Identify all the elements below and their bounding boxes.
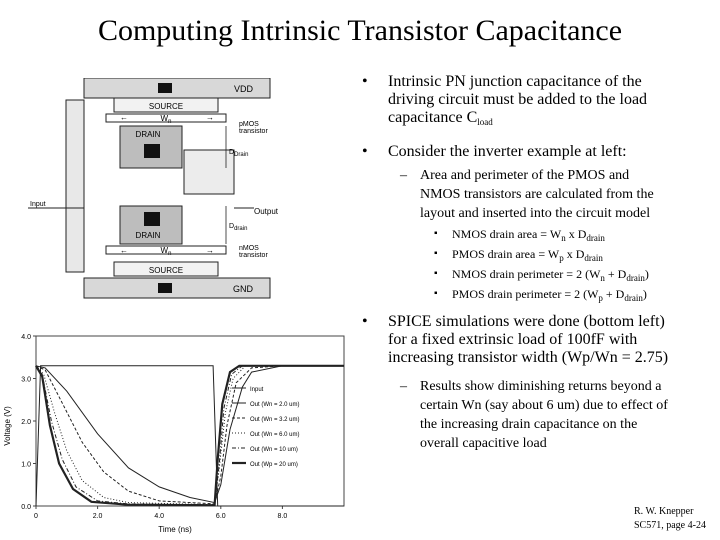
y-tick-label: 3.0 xyxy=(21,376,31,384)
chart-x-axis-label: Time (ns) xyxy=(158,525,192,534)
source-bot-label: SOURCE xyxy=(148,266,184,275)
legend-entry: Input xyxy=(250,387,264,393)
legend-entry: Out (Wn = 10 um) xyxy=(250,447,298,453)
spice-simulation-chart xyxy=(0,326,350,536)
x-tick-label: 2.0 xyxy=(92,513,103,520)
x-tick-label: 6.0 xyxy=(215,513,226,520)
x-tick-label: 0 xyxy=(34,513,38,520)
ddrain-bot-label: Ddrain xyxy=(229,223,248,232)
sub-bullet-1: ▪ NMOS drain area = $W_n$ x $D_{drain}$ xyxy=(434,227,605,243)
layout-left-rail xyxy=(66,100,84,272)
wn-top-label: $W_n$ xyxy=(160,114,172,125)
nmos-label: nMOS xyxy=(239,245,259,252)
dash-1: – Area and perimeter of the PMOS and NMOS transistors are calculated from the layout and inserted into the circuit model xyxy=(400,168,654,221)
vdd-label: VDD xyxy=(233,84,253,94)
sub-bullet-4: ▪ PMOS drain perimeter = 2 $(W_p + D_{drain})$ xyxy=(434,287,647,303)
footer-page: SC571, page 4-24 xyxy=(634,520,706,531)
bullet-3: • SPICE simulations were done (bottom left) for a fixed extrinsic load of 100fF with increasing transistor width (Wp/Wn = 2.75) xyxy=(362,313,669,366)
gnd-contact xyxy=(158,283,172,293)
bullet-1: • Intrinsic PN junction capacitance of the driving circuit must be added to the load capacitance $C_{load}$ xyxy=(362,73,648,127)
pmos-drain-contact xyxy=(144,144,160,158)
svg-text:→: → xyxy=(206,113,214,122)
legend-entry: Out (Wp = 20 um) xyxy=(250,462,298,468)
gnd-label: GND xyxy=(233,284,253,294)
page-title: Computing Intrinsic Transistor Capacitance xyxy=(97,14,623,47)
footer-author: R. W. Knepper xyxy=(634,506,694,517)
ddrain-top-label: DDrain xyxy=(229,149,249,158)
svg-text:←: ← xyxy=(120,246,128,255)
input-label: Input xyxy=(30,201,46,208)
sub-bullets xyxy=(434,224,649,304)
output-metal xyxy=(184,150,234,194)
source-top-label: SOURCE xyxy=(148,102,184,111)
chart-y-axis-label: Voltage (V) xyxy=(3,406,12,446)
y-tick-label: 4.0 xyxy=(21,334,31,341)
x-tick-label: 8.0 xyxy=(277,513,288,520)
inverter-layout-figure xyxy=(28,78,304,304)
x-tick-label: 4.0 xyxy=(154,513,165,520)
vdd-contact xyxy=(158,83,172,93)
pmos-label: pMOS xyxy=(239,121,259,128)
y-tick-label: 1.0 xyxy=(21,461,31,469)
svg-text:→: → xyxy=(206,246,214,255)
nmos-label2: transistor xyxy=(239,252,268,259)
nmos-drain-contact xyxy=(144,212,160,226)
footer xyxy=(634,505,706,533)
legend-entry: Out (Wn = 2.0 um) xyxy=(250,402,300,408)
sub-bullet-3: ▪ NMOS drain perimeter = 2 $(W_n + D_{drain})$ xyxy=(434,267,649,283)
svg-text:←: ← xyxy=(120,113,128,122)
bullet-2: • Consider the inverter example at left: xyxy=(362,143,627,160)
legend-entry: Out (Wn = 3.2 um) xyxy=(250,417,300,423)
output-label: Output xyxy=(254,207,279,216)
dash-2: – Results show diminishing returns beyond a certain Wn (say about 6 um) due to effect of the increasing drain capacitance on the overall capacitive load xyxy=(400,379,668,451)
pmos-label2: transistor xyxy=(239,128,268,135)
wn-bot-label: $W_n$ xyxy=(160,246,172,257)
sub-bullet-2: ▪ PMOS drain area = $W_p$ x $D_{drain}$ xyxy=(434,247,603,263)
drain-top-label: DRAIN xyxy=(135,130,161,139)
y-tick-label: 2.0 xyxy=(21,419,31,426)
legend-entry: Out (Wn = 6.0 um) xyxy=(250,432,300,438)
drain-bot-label: DRAIN xyxy=(135,231,161,240)
y-tick-label: 0.0 xyxy=(21,504,31,511)
